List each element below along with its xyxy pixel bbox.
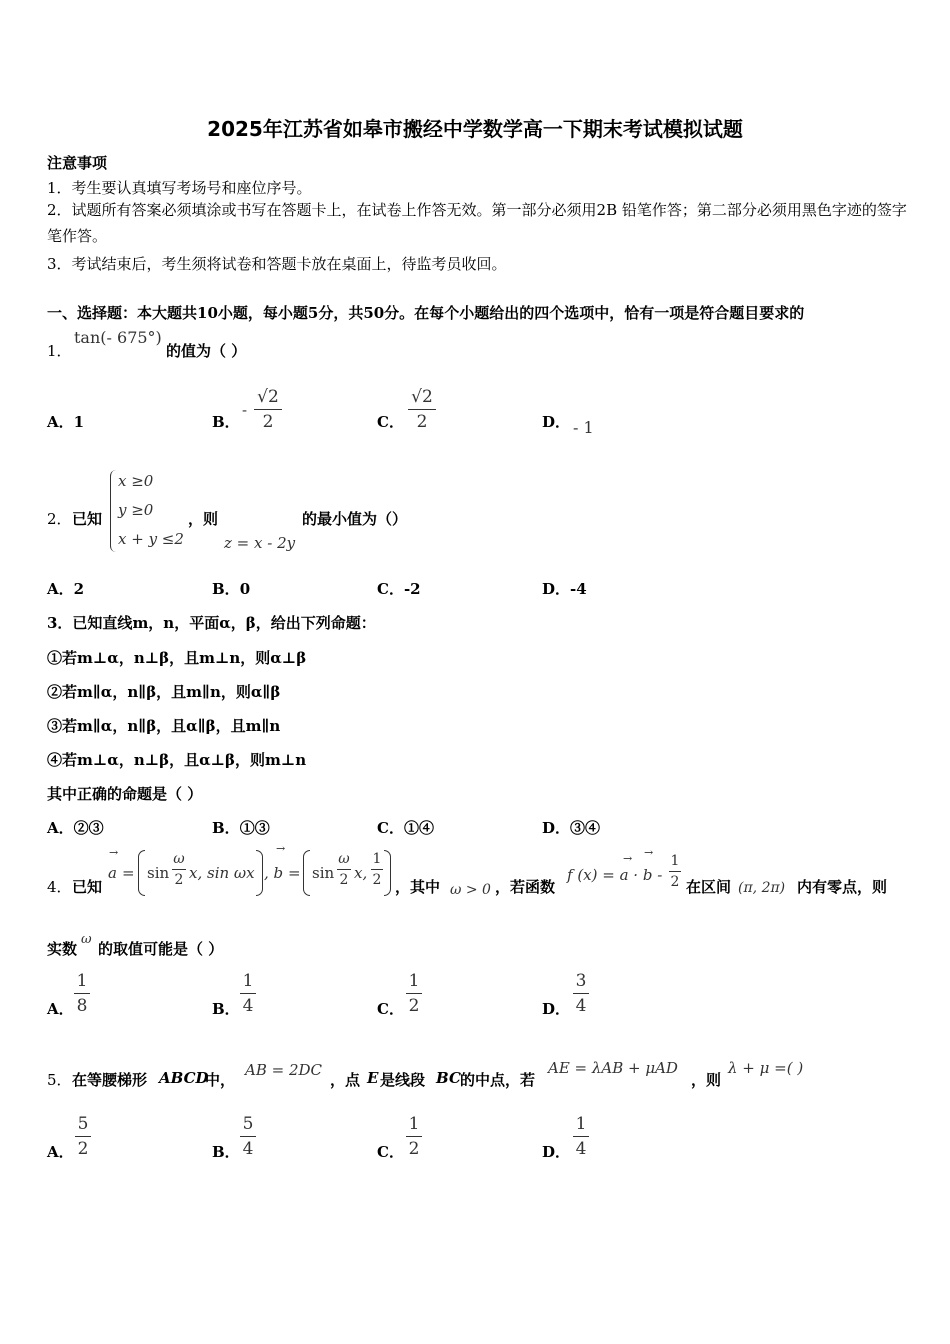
q2-expression: z = x - 2y xyxy=(224,534,296,552)
q4-b-equals: = xyxy=(288,864,301,882)
q4-option-d-fraction xyxy=(573,970,589,1017)
q2-option-d xyxy=(542,578,587,599)
q5-expression-3: λ + μ =( ) xyxy=(728,1059,804,1077)
numerator: 3 xyxy=(575,971,587,991)
q1-option-c-label: C． xyxy=(377,413,404,431)
numerator: ω xyxy=(338,851,350,867)
q4-a-sin: sin xyxy=(147,864,170,882)
q4-mid-1: ，其中 xyxy=(395,878,441,896)
q4-mid-2: ，若函数 xyxy=(495,878,556,896)
denominator: 4 xyxy=(242,996,254,1016)
numerator: √2 xyxy=(257,387,279,407)
q4-option-c-label: C． xyxy=(377,1000,404,1018)
numerator: 1 xyxy=(408,971,420,991)
q5-option-c-fraction xyxy=(406,1113,422,1160)
denominator: 4 xyxy=(242,1139,254,1159)
option-text: ③④ xyxy=(570,819,601,837)
numerator: 5 xyxy=(77,1114,89,1134)
q5-option-b-fraction xyxy=(240,1113,256,1160)
notice-item-1: 1．考生要认真填写考场号和座位序号。 xyxy=(47,179,312,197)
q1-option-b-label: B． xyxy=(212,413,240,431)
q4-a-equals: = xyxy=(122,864,135,882)
q5-mid-3: 是线段 xyxy=(380,1071,426,1089)
q3-proposition-4: ④若m⊥α，n⊥β，且α⊥β，则m⊥n xyxy=(47,751,307,769)
denominator: 8 xyxy=(76,996,88,1016)
fraction-bar xyxy=(406,1136,422,1137)
q5-number: 5． xyxy=(47,1071,72,1089)
q1-option-a xyxy=(47,411,84,432)
q3-option-c xyxy=(377,817,434,838)
q4-a-right-paren xyxy=(256,850,263,896)
q4-a-left-paren xyxy=(138,850,145,896)
denominator: 4 xyxy=(575,996,587,1016)
q1-number: 1． xyxy=(47,342,72,360)
q1-tail: 的值为（ ） xyxy=(166,342,247,360)
q5-option-a-label: A． xyxy=(47,1143,74,1161)
q5-expression-2: AE = λAB + μAD xyxy=(548,1059,678,1077)
q3-proposition-2: ②若m∥α，n∥β，且m∥n，则α∥β xyxy=(47,683,281,701)
vector-arrow-fa: → xyxy=(623,852,633,865)
q1-option-b-fraction xyxy=(254,386,282,433)
denominator: 2 xyxy=(670,874,680,890)
q3-option-a xyxy=(47,817,104,838)
numerator: 1 xyxy=(408,1114,420,1134)
q4-option-b-label: B． xyxy=(212,1000,240,1018)
denominator: 2 xyxy=(408,996,420,1016)
option-label: C． xyxy=(377,580,404,598)
numerator: √2 xyxy=(411,387,433,407)
q4-mid-3: 在区间 xyxy=(686,878,732,896)
q2-option-c xyxy=(377,578,421,599)
q5-mid-4: 的中点，若 xyxy=(460,1071,536,1089)
fraction-bar xyxy=(406,993,422,994)
q4-function-one-half xyxy=(669,852,681,891)
q4-vector-a: a xyxy=(108,864,117,882)
option-label: C． xyxy=(377,819,404,837)
option-text: ①③ xyxy=(239,819,270,837)
q2-constraint-1: x ≥0 xyxy=(118,472,154,490)
q2-mid: ，则 xyxy=(188,510,219,528)
q4-b-right-paren xyxy=(384,850,391,896)
page-title: 2025年江苏省如皋市搬经中学数学高一下期末考试模拟试题 xyxy=(207,117,743,141)
denominator: 2 xyxy=(339,872,349,888)
fraction-bar xyxy=(172,869,186,870)
q2-number: 2． xyxy=(47,510,72,528)
q4-b-omega-over-2 xyxy=(337,850,351,889)
q4-tail: 内有零点，则 xyxy=(797,878,888,896)
q3-ask: 其中正确的命题是（ ） xyxy=(47,785,203,803)
q5-option-c-label: C． xyxy=(377,1143,404,1161)
q5-mid-1: 中， xyxy=(205,1071,236,1089)
q4-b-sin: sin xyxy=(312,864,335,882)
fraction-bar xyxy=(408,409,436,410)
section-header: 一、选择题：本大题共10小题，每小题5分，共50分。在每个小题给出的四个选项中，恰有一项是符合题目要求的 xyxy=(47,304,805,322)
q4-b-one-half xyxy=(371,850,383,889)
option-label: B． xyxy=(212,580,240,598)
denominator: 2 xyxy=(262,412,274,432)
numerator: ω xyxy=(173,851,185,867)
fraction-bar xyxy=(337,869,351,870)
q1-option-c-fraction xyxy=(408,386,436,433)
q4-b-rest: x, xyxy=(354,864,368,882)
fraction-bar xyxy=(371,869,383,870)
option-label: A． xyxy=(47,819,74,837)
q1-expression: tan(- 675°) xyxy=(74,328,162,347)
q2-tail: 的最小值为（） xyxy=(302,510,408,528)
q5-option-d-label: D． xyxy=(542,1143,571,1161)
q2-constraint-2: y ≥0 xyxy=(118,501,154,519)
q2-option-b xyxy=(212,578,250,599)
numerator: 1 xyxy=(575,1114,587,1134)
q4-line2-tail: 的取值可能是（ ） xyxy=(98,940,224,958)
q4-lead: 已知 xyxy=(72,878,103,896)
q4-condition: ω > 0 xyxy=(450,882,491,898)
notice-item-3: 3．考试结束后，考生须将试卷和答题卡放在桌面上，待监考员收回。 xyxy=(47,255,507,273)
q4-vector-b: , b xyxy=(264,864,284,882)
fraction-bar xyxy=(240,1136,256,1137)
q4-b-left-paren xyxy=(303,850,310,896)
q4-interval: (π, 2π) xyxy=(738,880,786,896)
option-label: D． xyxy=(542,819,571,837)
option-text: 2 xyxy=(73,580,85,598)
q4-option-a-fraction xyxy=(74,970,90,1017)
fraction-bar xyxy=(74,993,90,994)
q3-option-b xyxy=(212,817,270,838)
q2-option-a xyxy=(47,578,84,599)
fraction-bar xyxy=(573,993,589,994)
q4-a-omega-over-2 xyxy=(172,850,186,889)
denominator: 2 xyxy=(174,872,184,888)
numerator: 1 xyxy=(76,971,88,991)
q2-constraint-3: x + y ≤2 xyxy=(118,530,184,548)
option-label: A． xyxy=(47,413,74,431)
vector-arrow-b: → xyxy=(276,842,286,855)
q5-lead: 在等腰梯形 xyxy=(72,1071,148,1089)
q1-option-d-text: - 1 xyxy=(573,418,594,437)
q5-option-d-fraction xyxy=(573,1113,589,1160)
option-label: B． xyxy=(212,819,240,837)
option-text: 0 xyxy=(239,580,251,598)
denominator: 2 xyxy=(77,1139,89,1159)
q5-mid-2: ，点 xyxy=(330,1071,361,1089)
vector-arrow-fb: → xyxy=(644,846,654,859)
numerator: 1 xyxy=(670,853,680,869)
q5-option-a-fraction xyxy=(75,1113,91,1160)
fraction-bar xyxy=(75,1136,91,1137)
fraction-bar xyxy=(669,871,681,872)
q3-option-d xyxy=(542,817,600,838)
numerator: 1 xyxy=(372,851,382,867)
q4-line2-lead: 实数 xyxy=(47,940,78,958)
denominator: 2 xyxy=(372,872,382,888)
option-label: D． xyxy=(542,580,571,598)
notice-item-2: 2．试题所有答案必须填涂或书写在答题卡上，在试卷上作答无效。第一部分必须用2B 铅笔作答；第二部分必须用黑色字迹的签字笔作答。 xyxy=(47,201,907,245)
q5-mid-5: ，则 xyxy=(691,1071,722,1089)
fraction-bar xyxy=(573,1136,589,1137)
option-label: A． xyxy=(47,580,74,598)
notice-heading: 注意事项 xyxy=(47,154,108,172)
q4-option-c-fraction xyxy=(406,970,422,1017)
q5-abcd: ABCD xyxy=(159,1069,209,1087)
q4-option-b-fraction xyxy=(240,970,256,1017)
q1-option-d-label: D． xyxy=(542,413,571,431)
vector-arrow-a: → xyxy=(109,846,119,859)
q4-option-d-label: D． xyxy=(542,1000,571,1018)
q5-point-e: E xyxy=(367,1069,379,1087)
q3-stem: 3．已知直线m，n，平面α，β，给出下列命题： xyxy=(47,614,376,632)
q4-line2-omega: ω xyxy=(81,932,92,947)
q1-option-b-sign: - xyxy=(242,401,248,419)
q5-bc: BC xyxy=(436,1069,461,1087)
numerator: 1 xyxy=(242,971,254,991)
option-text: 1 xyxy=(73,413,85,431)
option-text: ①④ xyxy=(403,819,434,837)
numerator: 5 xyxy=(242,1114,254,1134)
option-text: ②③ xyxy=(73,819,104,837)
q4-option-a-label: A． xyxy=(47,1000,74,1018)
q4-a-rest: x, sin ωx xyxy=(189,864,255,882)
q2-lead: 已知 xyxy=(72,510,103,528)
q3-proposition-3: ③若m∥α，n∥β，且α∥β，且m∥n xyxy=(47,717,281,735)
q4-number: 4． xyxy=(47,878,72,896)
fraction-bar xyxy=(254,409,282,410)
denominator: 4 xyxy=(575,1139,587,1159)
q5-option-b-label: B． xyxy=(212,1143,240,1161)
denominator: 2 xyxy=(416,412,428,432)
option-text: -4 xyxy=(570,580,587,598)
q3-proposition-1: ①若m⊥α，n⊥β，且m⊥n，则α⊥β xyxy=(47,649,307,667)
denominator: 2 xyxy=(408,1139,420,1159)
q5-expression-1: AB = 2DC xyxy=(245,1061,323,1079)
q4-function: f (x) = a · b - xyxy=(567,866,663,884)
option-text: -2 xyxy=(403,580,421,598)
fraction-bar xyxy=(240,993,256,994)
q2-system-brace xyxy=(110,470,117,552)
